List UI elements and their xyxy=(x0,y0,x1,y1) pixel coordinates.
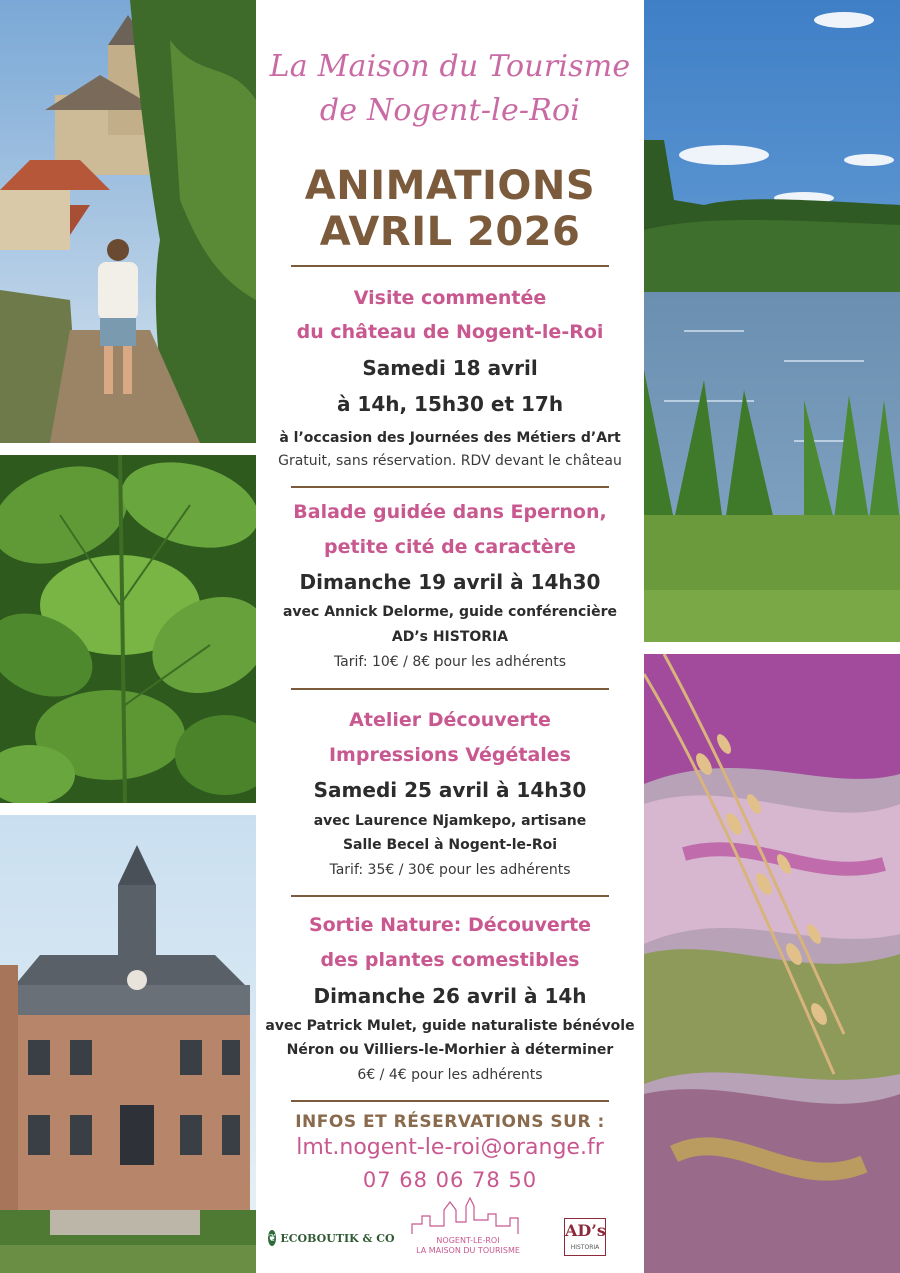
event-2-pricing: Tarif: 10€ / 8€ pour les adhérents xyxy=(333,654,567,670)
contact-phone-link[interactable]: 07 68 06 78 50 xyxy=(362,1168,538,1192)
event-1-title-line-1: Visite commentée xyxy=(353,287,547,309)
event-column xyxy=(256,0,644,1273)
leaf-icon: ❦ xyxy=(268,1230,276,1246)
event-3-title-line-1: Atelier Découverte xyxy=(349,709,551,731)
event-3-title-line-2: Impressions Végétales xyxy=(328,744,571,766)
maison-logo-line-2: LA MAISON DU TOURISME xyxy=(416,1246,520,1255)
event-4-guide: avec Patrick Mulet, guide naturaliste bénévole xyxy=(265,1018,635,1034)
event-1-title-line-2: du château de Nogent-le-Roi xyxy=(296,321,604,343)
event-3-venue: Salle Becel à Nogent-le-Roi xyxy=(342,837,558,853)
event-1-times: à 14h, 15h30 et 17h xyxy=(336,392,564,416)
event-2-organizer: AD’s HISTORIA xyxy=(391,629,509,645)
village-street-photo xyxy=(0,0,256,443)
contact-email-link[interactable]: lmt.nogent-le-roi@orange.fr xyxy=(296,1135,604,1160)
town-skyline-icon xyxy=(404,1196,532,1236)
ads-logo-mark: AD’s xyxy=(565,1221,606,1240)
divider xyxy=(291,688,609,690)
event-2-date: Dimanche 19 avril à 14h30 xyxy=(299,570,601,594)
lake-photo xyxy=(644,0,900,642)
event-4-date: Dimanche 26 avril à 14h xyxy=(313,984,587,1008)
event-1-pricing: Gratuit, sans réservation. RDV devant le château xyxy=(278,453,622,469)
headline-month: AVRIL 2026 xyxy=(319,209,581,255)
divider xyxy=(291,265,609,267)
ecoboutik-logo xyxy=(268,1226,395,1250)
event-3-date: Samedi 25 avril à 14h30 xyxy=(313,778,587,802)
maison-du-tourisme-logo xyxy=(404,1196,532,1258)
script-title-line-1: La Maison du Tourisme xyxy=(269,49,631,84)
event-2-title-line-1: Balade guidée dans Epernon, xyxy=(293,501,607,523)
nettle-leaves-photo xyxy=(0,455,256,803)
event-4-title-line-1: Sortie Nature: Découverte xyxy=(308,914,592,936)
maison-logo-line-1: NOGENT-LE-ROI xyxy=(436,1236,500,1245)
event-2-guide: avec Annick Delorme, guide conférencière xyxy=(282,604,617,620)
event-2-title-line-2: petite cité de caractère xyxy=(324,536,576,558)
headline-animations: ANIMATIONS xyxy=(304,163,596,209)
ads-logo-name: HISTORIA xyxy=(570,1244,600,1251)
event-4-location: Néron ou Villiers-le-Morhier à déterminer xyxy=(286,1042,614,1058)
divider xyxy=(291,1100,609,1102)
event-4-pricing: 6€ / 4€ pour les adhérents xyxy=(357,1067,543,1083)
event-3-artisan: avec Laurence Njamkepo, artisane xyxy=(313,813,587,829)
dyed-silk-grass-photo xyxy=(644,654,900,1273)
script-title-line-2: de Nogent-le-Roi xyxy=(319,93,581,128)
divider xyxy=(291,895,609,897)
event-4-title-line-2: des plantes comestibles xyxy=(320,949,580,971)
ecoboutik-logo-text: ECOBOUTIK & CO xyxy=(280,1231,395,1245)
ads-historia-logo xyxy=(564,1218,606,1256)
town-hall-chateau-photo xyxy=(0,815,256,1273)
event-3-pricing: Tarif: 35€ / 30€ pour les adhérents xyxy=(329,862,571,878)
divider xyxy=(291,486,609,488)
event-1-occasion: à l’occasion des Journées des Métiers d’Art xyxy=(279,430,621,446)
info-heading: INFOS ET RÉSERVATIONS SUR : xyxy=(295,1112,605,1132)
event-1-date: Samedi 18 avril xyxy=(362,356,538,380)
